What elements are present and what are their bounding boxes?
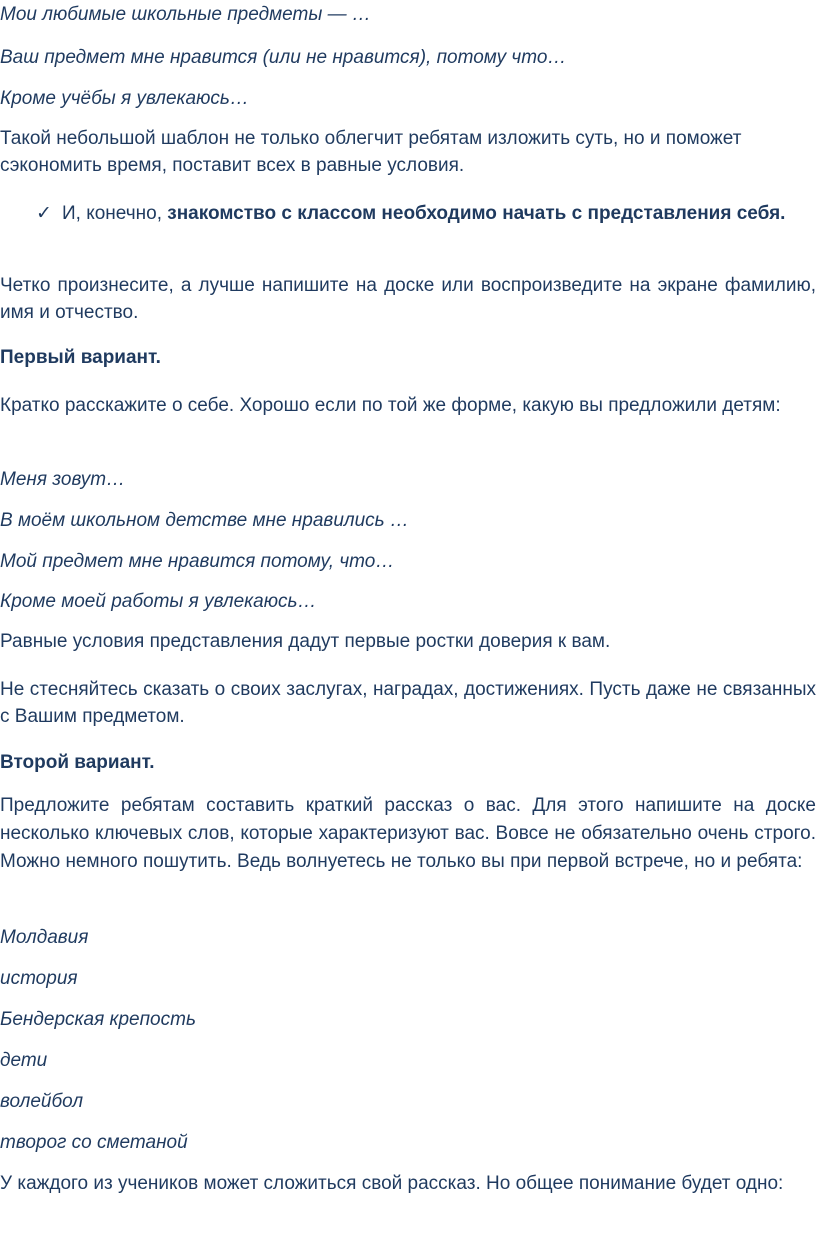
- keyword-5: волейбол: [0, 1091, 84, 1112]
- phrase-4: Кроме моей работы я увлекаюсь…: [0, 591, 317, 612]
- intro-line-2: Ваш предмет мне нравится (или не нравится), потому что…: [0, 47, 567, 68]
- name-note: Четко произнесите, а лучше напишите на доске или воспроизведите на экране фамилию, имя и отчество.: [0, 275, 816, 323]
- merits-note: Не стесняйтесь сказать о своих заслугах, наградах, достижениях. Пусть даже не связанных с Вашим предметом.: [0, 679, 816, 727]
- bullet-item: [36, 200, 816, 228]
- variant1-text: Кратко расскажите о себе. Хорошо если по той же форме, какую вы предложили детям:: [0, 395, 781, 416]
- keyword-6: творог со сметаной: [0, 1132, 188, 1153]
- keyword-4: дети: [0, 1050, 48, 1071]
- keyword-1: Молдавия: [0, 927, 89, 948]
- phrase-3: Мой предмет мне нравится потому, что…: [0, 551, 395, 572]
- trust-note: Равные условия представления дадут первые ростки доверия к вам.: [0, 631, 611, 652]
- phrase-2: В моём школьном детстве мне нравились …: [0, 510, 409, 531]
- keyword-2: история: [0, 968, 78, 989]
- phrase-1: Меня зовут…: [0, 469, 126, 490]
- variant1-heading: Первый вариант.: [0, 347, 161, 368]
- template-note: Такой небольшой шаблон не только облегчит ребятам изложить суть, но и поможет сэкономить время, поставит всех в равные условия.: [0, 128, 742, 176]
- intro-line-3: Кроме учёбы я увлекаюсь…: [0, 88, 249, 109]
- conclusion: У каждого из учеников может сложиться свой рассказ. Но общее понимание будет одно:: [0, 1173, 784, 1194]
- checkmark-icon: ✓: [36, 203, 52, 224]
- keyword-3: Бендерская крепость: [0, 1009, 196, 1030]
- variant2-text: Предложите ребятам составить краткий рассказ о вас. Для этого напишите на доске несколько ключевых слов, которые характеризуют вас. Вовсе не обязательно очень строго. Можно немного пошутить. Ведь волнуетесь не только вы при первой встрече, но и ребята:: [0, 795, 816, 872]
- bullet-lead: И, конечно,: [62, 203, 168, 224]
- variant2-heading: Второй вариант.: [0, 752, 155, 773]
- bullet-bold: знакомство с классом необходимо начать с представления себя.: [167, 203, 786, 224]
- intro-line-1: Мои любимые школьные предметы — …: [0, 4, 371, 25]
